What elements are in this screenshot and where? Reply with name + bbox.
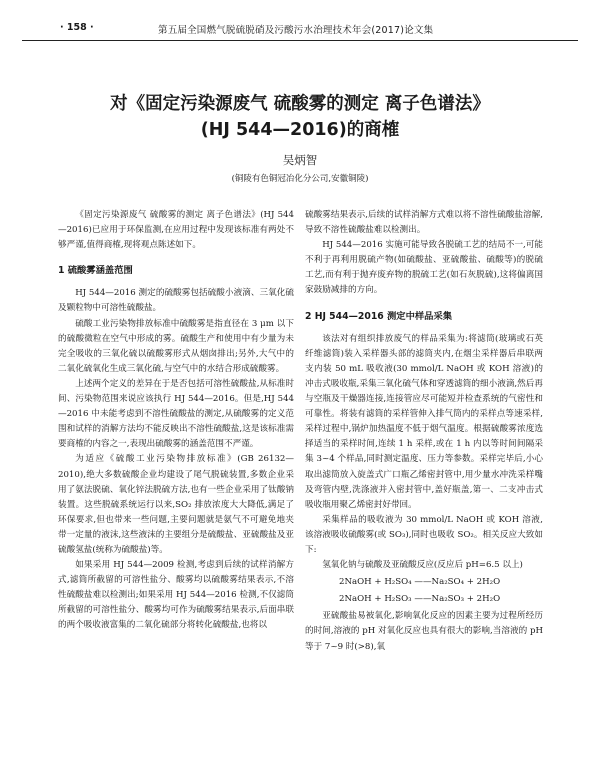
paragraph: 亚硫酸盐易被氧化,影响氧化反应的因素主要为过程所经历的时间,溶液的 pH 对氧化反应也具有很大的影响,当溶液的 pH 等于 7~9 时(>8),氧 [305, 611, 543, 652]
section-1-heading: 1 硫酸雾涵盖范围 [58, 265, 133, 277]
page-number: · 158 · [60, 22, 94, 33]
affiliation: (铜陵有色铜冠冶化分公司,安徽铜陵) [231, 174, 369, 184]
paragraph: 氢氧化钠与硫酸及亚硫酸反应(反应后 pH=6.5 以上) [322, 560, 523, 571]
right-column [305, 208, 543, 655]
equation-1: 2NaOH + H₂SO₄ ——Na₂SO₄ + 2H₂O [339, 577, 501, 588]
paragraph: 硫酸工业污染物排放标准中硫酸雾是指直径在 3 μm 以下的硫酸微粒在空气中形成的雾。硫酸生产和使用中有少量为未完全吸收的三氧化硫以硫酸雾形式从烟囱排出;另外,大气中的二氧化硫氧化生成三氧化硫,与空气中的水结合形成硫酸雾。 [58, 318, 294, 374]
running-header [22, 22, 578, 38]
title-line-2: (HJ 544—2016)的商榷 [200, 120, 400, 140]
paragraph: HJ 544—2016 实施可能导致各脱硫工艺的结局不一,可能不利于再利用脱硫产物(如硫酸盐、亚硫酸盐、硫酸等)的脱硫工艺,而有利于抛弃废弃物的脱硫工艺(如石灰脱硫),这将偏离国家鼓励减排的方向。 [305, 240, 543, 296]
paragraph: 上述两个定义的差异在于是否包括可溶性硫酸盐,从标准时间、污染物范围来说应该执行 HJ 544—2016。但是,HJ 544—2016 中未能考虑到不溶性硫酸盐的测定,从硫酸雾的定义范围和试样的消解方法均不能反映出不溶性硫酸盐,这是该标准需要商榷的内容之一,表现出硫酸雾的涵盖范围不严谨。 [58, 378, 294, 450]
paragraph: 该法对有组织排放废气的样品采集为:将滤筒(玻璃或石英纤维滤筒)装入采样器头部的滤筒夹内,在烟尘采样器后串联两支内装 50 mL 吸收液(30 mmol/L NaOH 或 KOH 溶液)的冲击式吸收瓶,采集三氧化硫气体和穿透滤筒的细小液滴,然后再与空瓶及干燥器连接,连接管应尽可能短并检查系统的气密性和可靠性。将装有滤筒的采样管伸入排气筒内的采样点等速采样,采样过程中,锅炉加热温度不低于烟气温度。根据硫酸雾浓度选择适当的采样时间,连续 1 h 采样,或在 1 h 内以等时间间隔采集 3~4 个样品,同时测定温度、压力等参数。采样完毕后,小心取出滤筒放入旋盖式广口瓶乙烯密封管中,用少量水冲洗采样嘴及弯管内壁,洗涤液并入密封管中,盖好瓶盖,第一、二支冲击式吸收瓶用聚乙烯密封好带回。 [305, 333, 543, 510]
paper-title [0, 91, 600, 143]
author: 吴炳智 [282, 153, 318, 167]
left-column [58, 208, 294, 634]
paragraph: 采集样品的吸收液为 30 mmol/L NaOH 或 KOH 溶液,该溶液吸收硫酸雾(或 SO₃),同时也吸收 SO₂。相关反应大致如下: [305, 514, 543, 555]
paragraph: 为适应《硫酸工业污染物排放标准》(GB 26132—2010),绝大多数硫酸企业均建设了尾气脱硫装置,多数企业采用了氨法脱硫、氧化锌法脱硫方法,也有一些企业采用了钛酸钠装置。这些脱硫系统运行以来,SO₂ 排放浓度大大降低,满足了环保要求,但也带来一些问题,主要问题就是氨气不可避免地夹带一定量的液沫,这些液沫的主要组分是硫酸盐、亚硫酸盐及亚硫酸氢盐(统称为硫酸盐)等。 [58, 454, 294, 555]
section-2-heading: 2 HJ 544—2016 测定中样品采集 [305, 310, 453, 322]
title-line-1: 对《固定污染源废气 硫酸雾的测定 离子色谱法》 [110, 94, 490, 114]
paragraph: HJ 544—2016 测定的硫酸雾包括硫酸小液滴、三氧化硫及颗粒物中可溶性硫酸盐。 [58, 288, 294, 314]
intro-paragraph: 《固定污染源废气 硫酸雾的测定 离子色谱法》(HJ 544—2016)已应用于环保监测,在应用过程中发现该标准有两处不够严谨,值得商榷,现将观点陈述如下。 [58, 210, 294, 251]
equation-2: 2NaOH + H₂SO₃ ——Na₂SO₃ + 2H₂O [339, 594, 501, 605]
paragraph: 硫酸雾结果表示,后续的试样消解方式难以将不溶性硫酸盐溶解,导致不溶性硫酸盐难以检测出。 [305, 210, 543, 236]
conference-name: 第五届全国燃气脱硫脱硝及污酸污水治理技术年会(2017)论文集 [158, 25, 434, 36]
header-rule [22, 40, 578, 41]
paragraph: 如果采用 HJ 544—2009 检测,考虑到后续的试样消解方式,滤筒所截留的可溶性盐分、酸雾均以硫酸雾结果表示,不溶性硫酸盐难以检测出;如果采用 HJ 544—2016 检测,不仅滤筒所截留的可溶性盐分、酸雾均可作为硫酸雾结果表示,后面串联的两个吸收液富集的二氧化硫部分将转化硫酸盐,也将以 [58, 560, 294, 631]
